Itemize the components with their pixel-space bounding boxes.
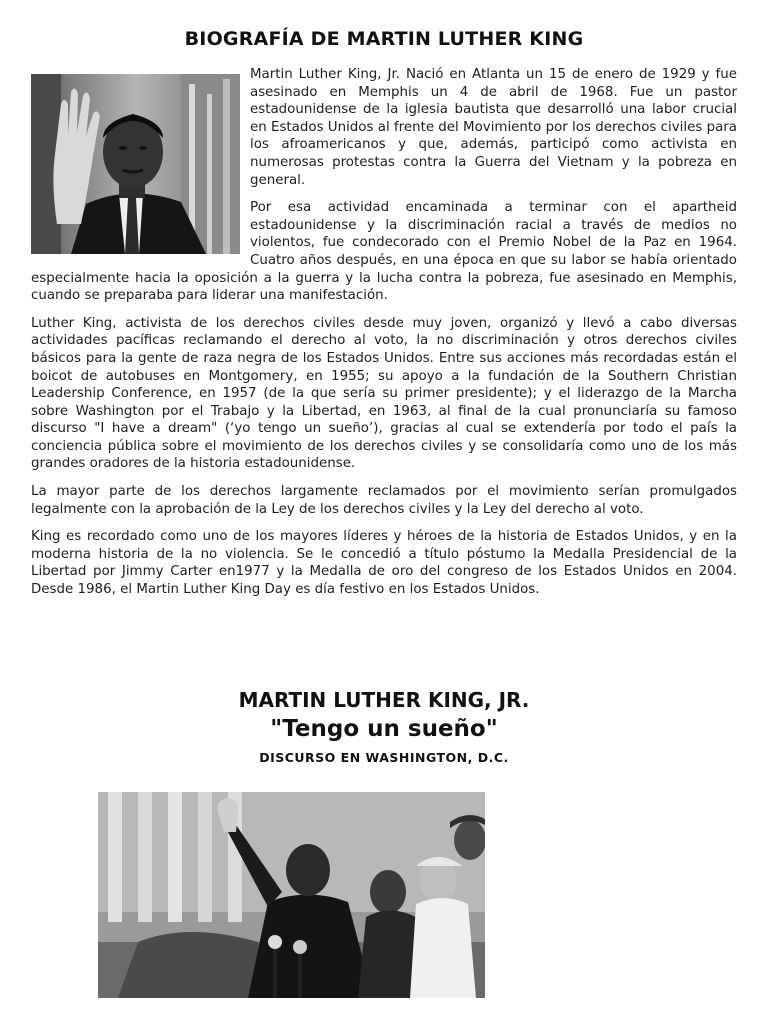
bio-paragraph-4: La mayor parte de los derechos largamente reclamados por el movimiento serían promulgados legalmente con la aprobación de la Ley de los derechos civiles y la Ley del derecho al voto.: [31, 484, 737, 517]
photo-spacer: [31, 66, 250, 254]
speech-photo: [98, 792, 485, 998]
biography-text: [31, 66, 737, 609]
bio-paragraph-2: Por esa actividad encaminada a terminar con el apartheid estadounidense y la discriminación racial a través de medios no violentos, fue condecorado con el Premio Nobel de la Paz en 1964. Cuatro años después, en una época en que su labor se había orientado especialmente hacia la oposición a la guerra y la lucha contra la pobreza, fue asesinado en Memphis, cuando se preparaba para liderar una manifestación.: [31, 200, 737, 304]
bio-paragraph-3: Luther King, activista de los derechos civiles desde muy joven, organizó y llevó a cabo diversas actividades pacíficas reclamando el derecho al voto, la no discriminación y otros derechos civiles básicos para la gente de raza negra de los Estados Unidos. Entre sus acciones más recordadas están el boicot de autobuses en Montgomery, en 1955; su apoyo a la fundación de la Southern Christian Leadership Conference, en 1957 (de la que sería su primer presidente); y el liderazgo de la Marcha sobre Washington por el Trabajo y la Libertad, en 1963, al final de la cual pronunciaría su famoso discurso "I have a dream" (‘yo tengo un sueño’), gracias al cual se extendería por todo el país la conciencia pública sobre el movimiento de los derechos civiles y se consolidaría como uno de los más grandes oradores de la historia estadounidense.: [31, 315, 737, 472]
speech-quote: "Tengo un sueño": [270, 716, 498, 742]
speech-subheading: DISCURSO EN WASHINGTON, D.C.: [259, 750, 509, 765]
document-title: BIOGRAFÍA DE MARTIN LUTHER KING: [184, 28, 584, 50]
bio-paragraph-5: King es recordado como uno de los mayores líderes y héroes de la historia de Estados Unidos, y en la moderna historia de la no violencia. Se le concedió a título póstumo la Medalla Presidencial de la Libertad por Jimmy Carter en1977 y la Medalla de oro del congreso de los Estados Unidos en 2004. Desde 1986, el Martin Luther King Day es día festivo en los Estados Unidos.: [31, 529, 737, 598]
speech-heading: MARTIN LUTHER KING, JR.: [238, 688, 530, 712]
bio-paragraph-1: Martin Luther King, Jr. Nació en Atlanta un 15 de enero de 1929 y fue asesinado en Memphis un 4 de abril de 1968. Fue un pastor estadounidense de la iglesia bautista que desarrolló una labor crucial en Estados Unidos al frente del Movimiento por los derechos civiles para los afroamericanos y que, además, participó como activista en numerosas protestas contra la Guerra del Vietnam y la pobreza en general.: [250, 67, 738, 188]
